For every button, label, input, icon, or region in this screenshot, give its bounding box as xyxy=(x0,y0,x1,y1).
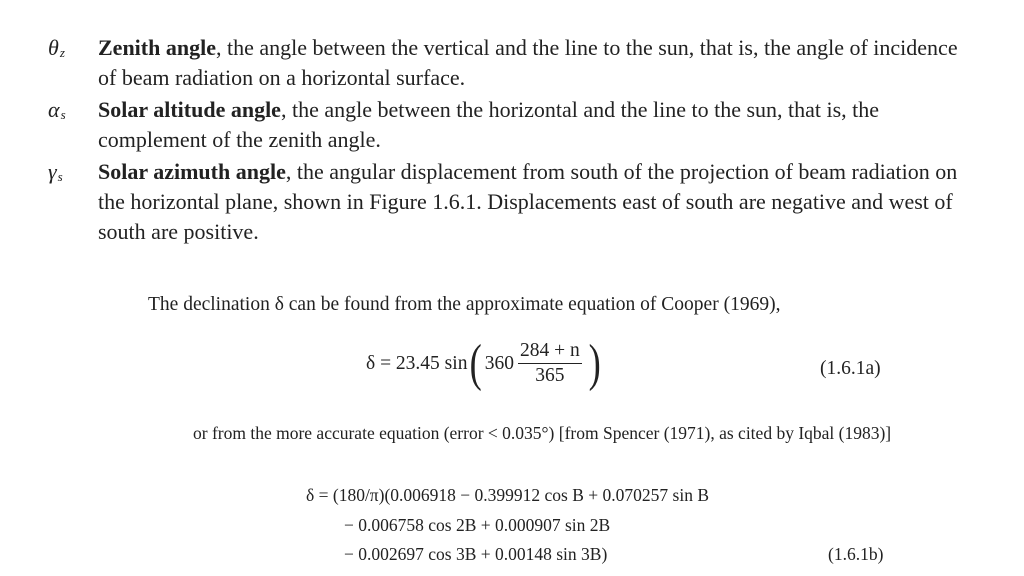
term: Zenith angle xyxy=(98,35,216,60)
eq1-lhs: δ = 23.45 sin xyxy=(366,353,468,374)
symbol-theta-z: $\theta_z$ xyxy=(48,35,65,60)
equation-1-6-1b-line1: δ = (180/π)(0.006918 − 0.399912 cos B + 0.070257 sin B xyxy=(306,485,710,505)
equation-1-6-1b-line3: − 0.002697 cos 3B + 0.00148 sin 3B) xyxy=(344,544,608,564)
left-paren: ( xyxy=(470,335,483,392)
term: Solar altitude angle xyxy=(98,97,281,122)
equation-1-6-1b-line2: − 0.006758 cos 2B + 0.000907 sin 2B xyxy=(344,515,611,535)
symbol-alpha-s: $\alpha_s$ xyxy=(48,97,66,122)
definition-list xyxy=(48,33,978,249)
right-paren: ) xyxy=(588,335,601,392)
eq1-fraction xyxy=(518,340,582,388)
term: Solar azimuth angle xyxy=(98,159,286,184)
equation-1-6-1a xyxy=(366,335,603,392)
declination-paragraph: The declination δ can be found from the approximate equation of Cooper (1969), xyxy=(148,294,781,315)
definition-text: Solar azimuth angle, the angular displacement from south of the projection of beam radiation on the horizontal plane, shown in Figure 1.6.1. Displacements east of south are negative and west of south are positive. xyxy=(98,159,958,244)
equation-label-1-6-1b: (1.6.1b) xyxy=(828,544,884,564)
definition-altitude xyxy=(48,95,978,155)
eq1-coef: 360 xyxy=(484,353,515,374)
definition-text: Zenith angle, the angle between the vertical and the line to the sun, that is, the angle of incidence of beam radiation on a horizontal surface. xyxy=(98,35,958,90)
definition-zenith xyxy=(48,33,978,93)
symbol-gamma-s: $\gamma_s$ xyxy=(48,159,63,184)
eq1-denominator: 365 xyxy=(535,365,565,386)
eq1-numerator: 284 + n xyxy=(518,340,582,364)
spencer-paragraph: or from the more accurate equation (error < 0.035°) [from Spencer (1971), as cited by Iqbal (1983)] xyxy=(193,423,892,443)
definition-azimuth xyxy=(48,157,978,247)
definition-text: Solar altitude angle, the angle between the horizontal and the line to the sun, that is, the complement of the zenith angle. xyxy=(98,97,880,152)
equation-label-1-6-1a: (1.6.1a) xyxy=(820,358,881,379)
